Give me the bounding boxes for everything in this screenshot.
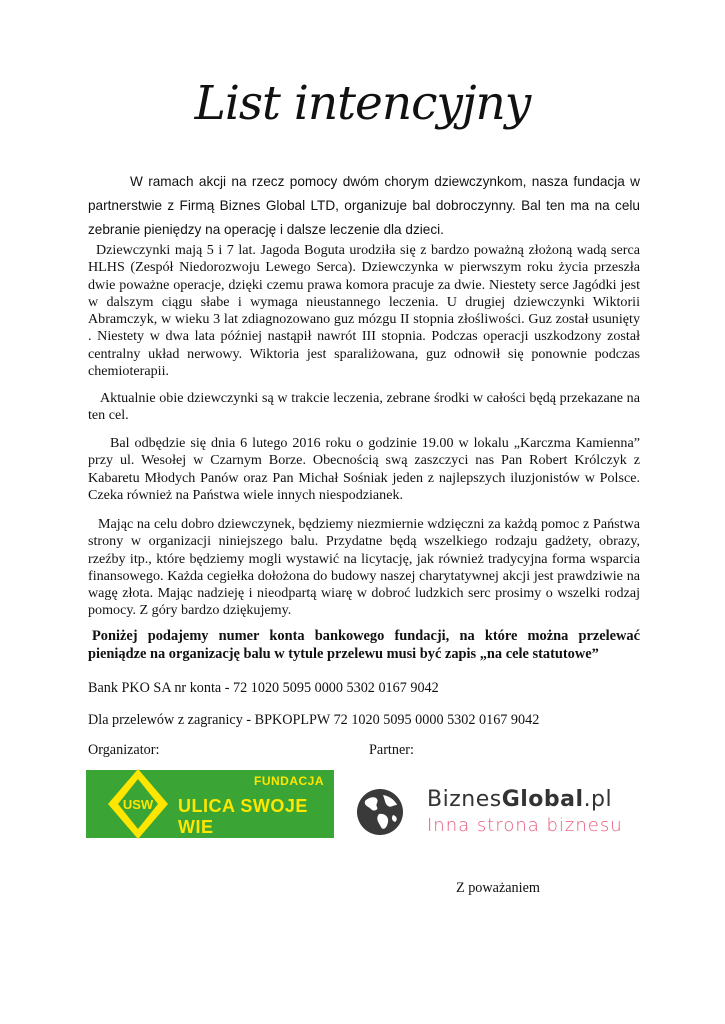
usw-fundacja-text: FUNDACJA xyxy=(254,774,324,788)
usw-foundation-logo xyxy=(86,770,334,838)
brand-part-domain: .pl xyxy=(583,787,613,812)
paragraph-girls-description xyxy=(88,242,640,380)
document-title: List intencyjny xyxy=(194,76,531,131)
bank-account-line: Bank PKO SA nr konta - 72 1020 5095 0000 5302 0167 9042 xyxy=(88,680,439,696)
organizer-label: Organizator: xyxy=(88,742,160,758)
intro-paragraph xyxy=(88,170,640,242)
usw-badge-text: USW xyxy=(122,797,154,812)
foreign-transfer-line: Dla przelewów z zagranicy - BPKOPLPW 72 1020 5095 0000 5302 0167 9042 xyxy=(88,712,540,728)
paragraph-text: Poniżej podajemy numer konta bankowego fundacji, na które można przelewać pieniądze na organizację balu w tytule przelewu musi być zapis „na cele statutowe” xyxy=(88,628,640,662)
biznesglobal-logo xyxy=(355,787,655,847)
globe-icon xyxy=(355,787,405,837)
paragraph-text: Bal odbędzie się dnia 6 lutego 2016 roku o godzinie 19.00 w lokalu „Karczma Kamienna” przy ul. Wesołej w Czarnym Borze. Obecnością swą zaszczyci nas Pan Robert Królczyk z Kabaretu Młodych Panów oraz Pan Michał Sośniak jeden z najlepszych iluzjonistów w Polsce. Czeka również na Państwa wiele innych niespodzianek. xyxy=(88,435,640,503)
paragraph-text: Aktualnie obie dziewczynki są w trakcie leczenia, zebrane środki w całości będą przekazane na ten cel. xyxy=(88,390,640,424)
paragraph-text: Mając na celu dobro dziewczynek, będziemy niezmiernie wdzięczni za każdą pomoc z Państwa strony w organizacji niniejszego balu. Przydatne będą wszelkiego rodzaju gadżety, obrazy, rzeźby itp., które będziemy mogli wystawić na licytację, jak również tradycyjna forma wsparcia finansowego. Każda cegiełka dołożona do budowy naszej charytatywnej akcji jest prawdziwie na wagę złota. Mając nadzieję i nieodpartą wiarę w dobroć ludzkich serc prosimy o wszelki rodzaj pomocy. Z góry bardzo dziękujemy. xyxy=(88,516,640,619)
closing-salutation: Z poważaniem xyxy=(456,880,540,896)
paragraph-ball-details xyxy=(88,435,640,504)
brand-part-global: Global xyxy=(501,787,584,812)
intro-text: W ramach akcji na rzecz pomocy dwóm chorym dziewczynkom, nasza fundacja w partnerstwie z Firmą Biznes Global LTD, organizuje bal dobroczynny. Bal ten ma na celu zebranie pieniędzy na operację i dalsze leczenie dla dzieci. xyxy=(88,174,640,237)
usw-name-text: ULICA SWOJE WIE xyxy=(178,796,308,837)
biznesglobal-tagline: Inna strona biznesu xyxy=(427,815,623,836)
paragraph-text: Dziewczynki mają 5 i 7 lat. Jagoda Boguta urodziła się z bardzo poważną złożoną wadą serca HLHS (Zespół Niedorozwoju Lewego Serca). Dziewczynka w pierwszym roku życia przeszła dwie poważne operacje, dzięki czemu prawa komora pracuje za dwie. Niestety serce Jagódki jest w dalszym ciągu słabe i wymaga nieustannego leczenia. U drugiej dziewczynki Wiktorii Abramczyk, w wieku 3 lat zdiagnozowano guz mózgu II stopnia złośliwości. Guz został usunięty . Niestety w dwa lata później nastąpił nawrót III stopnia. Podczas operacji uszkodzony został centralny układ nerwowy. Wiktoria jest sparaliżowana, guz odnowił się ponownie podczas chemioterapii. xyxy=(88,242,640,380)
partner-label: Partner: xyxy=(369,742,414,758)
biznesglobal-brand-text xyxy=(427,787,612,812)
usw-badge-icon xyxy=(106,767,170,841)
brand-part-biznes: Biznes xyxy=(427,787,502,812)
paragraph-bank-info xyxy=(88,627,640,663)
paragraph-request-help xyxy=(88,516,640,620)
paragraph-treatment xyxy=(88,390,640,425)
